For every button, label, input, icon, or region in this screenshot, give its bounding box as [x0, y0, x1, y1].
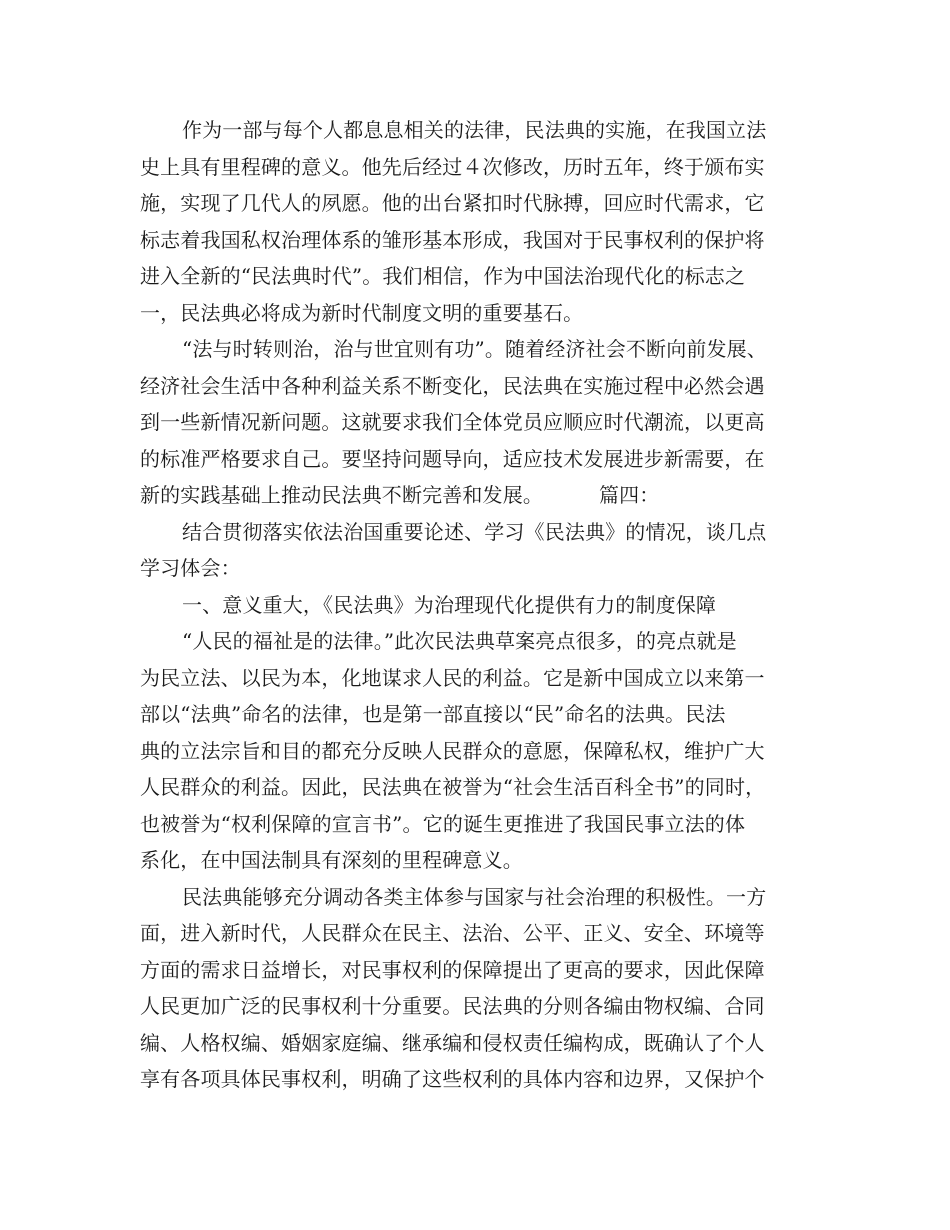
text-line: 到一些新情况新问题。这就要求我们全体党员应顺应时代潮流，以更高 [140, 410, 765, 434]
text-line: 编、人格权编、婚姻家庭编、继承编和侵权责任编构成，既确认了个人 [140, 1030, 765, 1055]
section-heading: 一、意义重大，《民法典》为治理现代化提供有力的制度保障 [182, 592, 717, 617]
text-line: 史上具有里程碑的意义。他先后经过４次修改，历时五年，终于颁布实 [140, 154, 765, 179]
text-line: 经济社会生活中各种利益关系不断变化，民法典在实施过程中必然会遇 [140, 373, 765, 398]
text-line: 进入全新的“民法典时代”。我们相信，作为中国法治现代化的标志之 [140, 264, 746, 288]
text-line: 为民立法、以民为本，化地谋求人民的利益。它是新中国成立以来第一 [140, 665, 765, 690]
text-line: 一，民法典必将成为新时代制度文明的重要基石。 [140, 300, 584, 325]
text-line: 结合贯彻落实依法治国重要论述、学习《民法典》的情况，谈几点 [182, 519, 767, 544]
text-line: 系化，在中国法制具有深刻的里程碑意义。 [140, 848, 523, 872]
text-line: 施，实现了几代人的夙愿。他的出台紧扣时代脉搏，回应时代需求，它 [140, 191, 765, 215]
text-line: 学习体会： [140, 556, 241, 580]
text-line: 享有各项具体民事权利，明确了这些权利的具体内容和边界，又保护个 [140, 1067, 765, 1091]
text-line: 典的立法宗旨和目的都充分反映人民群众的意愿，保障私权，维护广大 [140, 738, 765, 763]
text-line-with-section-marker [140, 477, 816, 514]
text-line: 作为一部与每个人都息息相关的法律，民法典的实施，在我国立法 [182, 118, 767, 142]
text-line: 也被誉为“权利保障的宣言书”。它的诞生更推进了我国民事立法的体 [140, 811, 746, 836]
text-line: “法与时转则治，治与世宜则有功”。随着经济社会不断向前发展、 [182, 337, 767, 361]
text-line: 面，进入新时代，人民群众在民主、法治、公平、正义、安全、环境等 [140, 921, 765, 945]
text-line: 部以“法典”命名的法律，也是第一部直接以“民”命名的法典。民法 [140, 702, 726, 726]
text-line-main: 新的实践基础上推动民法典不断完善和发展。 [140, 483, 543, 507]
text-line: 标志着我国私权治理体系的雏形基本形成，我国对于民事权利的保护将 [140, 227, 765, 252]
text-line: 的标准严格要求自己。要坚持问题导向，适应技术发展进步新需要，在 [140, 446, 765, 471]
document-body [140, 112, 816, 1098]
text-line: 方面的需求日益增长，对民事权利的保障提出了更高的要求，因此保障 [140, 957, 765, 982]
section-marker: 篇四： [599, 483, 660, 507]
text-line: 人民更加广泛的民事权利十分重要。民法典的分则各编由物权编、合同 [140, 994, 765, 1018]
text-line: 人民群众的利益。因此，民法典在被誉为“社会生活百科全书”的同时， [140, 775, 766, 799]
text-line: “人民的福祉是的法律。”此次民法典草案亮点很多，的亮点就是 [182, 629, 737, 653]
text-line: 民法典能够充分调动各类主体参与国家与社会治理的积极性。一方 [182, 884, 767, 909]
